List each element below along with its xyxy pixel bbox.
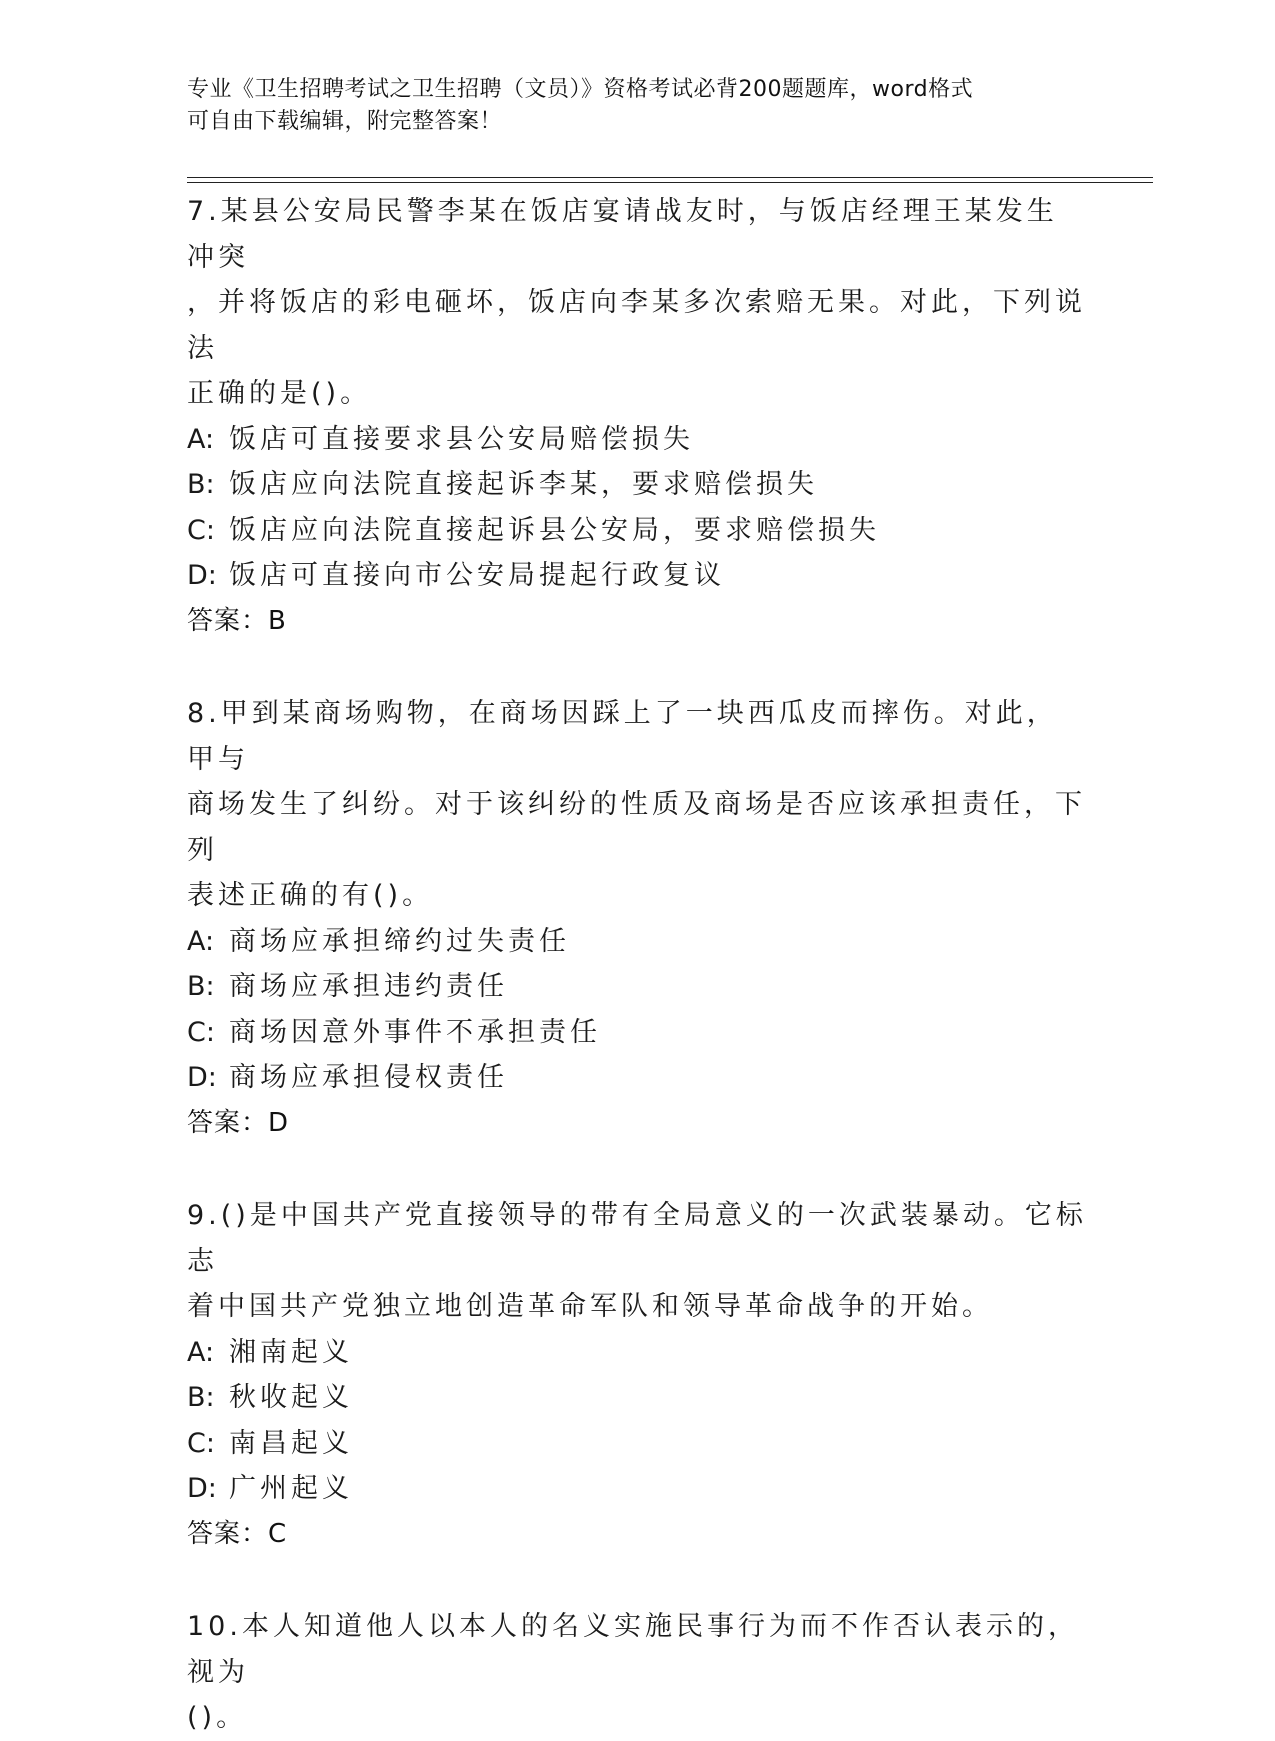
question-list — [187, 189, 1087, 1741]
option-key: C: — [187, 514, 215, 546]
question-text-line: 7.某县公安局民警李某在饭店宴请战友时，与饭店经理王某发生冲突 — [187, 196, 1058, 273]
option-text: 秋收起义 — [229, 1382, 353, 1413]
option-key: A: — [187, 1336, 215, 1368]
option-key: A: — [187, 423, 215, 455]
option-b — [187, 1375, 1087, 1421]
question-text-line: 表述正确的有()。 — [187, 880, 434, 911]
question-text-line: 9.()是中国共产党直接领导的带有全局意义的一次武装暴动。它标志 — [187, 1200, 1087, 1277]
option-a — [187, 1330, 1087, 1376]
header-line-2: 可自由下载编辑，附完整答案！ — [187, 109, 503, 134]
option-text: 南昌起义 — [229, 1427, 353, 1459]
option-key: D: — [187, 560, 217, 591]
option-text: 商场应承担侵权责任 — [229, 1062, 508, 1093]
spacer — [187, 644, 1087, 691]
question-10 — [187, 1604, 1087, 1741]
option-text: 广州起义 — [229, 1473, 353, 1504]
spacer — [187, 1557, 1087, 1604]
option-d — [187, 1466, 1087, 1512]
option-c — [187, 1010, 1087, 1056]
option-d — [187, 1055, 1087, 1101]
option-text: 商场因意外事件不承担责任 — [229, 1016, 601, 1048]
document-header — [187, 74, 1067, 138]
option-text: 饭店可直接要求县公安局赔偿损失 — [229, 423, 694, 455]
option-text: 湘南起义 — [229, 1336, 353, 1368]
option-key: D: — [187, 1473, 217, 1504]
option-a — [187, 417, 1087, 463]
option-text: 商场应承担违约责任 — [229, 971, 508, 1002]
option-text: 饭店可直接向市公安局提起行政复议 — [229, 560, 725, 591]
option-b — [187, 964, 1087, 1010]
option-key: C: — [187, 1016, 215, 1048]
option-text: 饭店应向法院直接起诉县公安局，要求赔偿损失 — [229, 514, 880, 546]
option-d — [187, 553, 1087, 599]
question-text-line: 商场发生了纠纷。对于该纠纷的性质及商场是否应该承担责任，下列 — [187, 789, 1086, 866]
option-b — [187, 462, 1087, 508]
header-line-1: 专业《卫生招聘考试之卫生招聘（文员）》资格考试必背200题题库，word格式 — [187, 77, 974, 102]
question-text-line: 10.本人知道他人以本人的名义实施民事行为而不作否认表示的，视为 — [187, 1611, 1079, 1688]
question-8 — [187, 691, 1087, 1146]
answer-line: 答案：B — [187, 605, 287, 636]
option-key: B: — [187, 1382, 215, 1413]
option-c — [187, 1421, 1087, 1467]
header-divider-bottom — [187, 182, 1153, 183]
question-7 — [187, 189, 1087, 644]
spacer — [187, 1146, 1087, 1193]
question-text-line: ，并将饭店的彩电砸坏，饭店向李某多次索赔无果。对此，下列说法 — [187, 287, 1086, 364]
option-key: A: — [187, 925, 215, 957]
option-a — [187, 919, 1087, 965]
header-divider-top — [187, 177, 1153, 178]
option-text: 商场应承担缔约过失责任 — [229, 925, 570, 957]
option-key: B: — [187, 971, 215, 1002]
question-text-line: 8.甲到某商场购物，在商场因踩上了一块西瓜皮而摔伤。对此，甲与 — [187, 698, 1058, 775]
answer-line: 答案：D — [187, 1107, 290, 1138]
answer-line: 答案：C — [187, 1518, 288, 1549]
option-key: D: — [187, 1062, 217, 1093]
question-text-line: ()。 — [187, 1702, 248, 1733]
option-key: C: — [187, 1427, 215, 1459]
option-text: 饭店应向法院直接起诉李某，要求赔偿损失 — [229, 469, 818, 500]
question-text-line: 着中国共产党独立地创造革命军队和领导革命战争的开始。 — [187, 1291, 993, 1322]
option-key: B: — [187, 469, 215, 500]
question-text-line: 正确的是()。 — [187, 378, 372, 409]
question-9 — [187, 1193, 1087, 1557]
option-c — [187, 508, 1087, 554]
